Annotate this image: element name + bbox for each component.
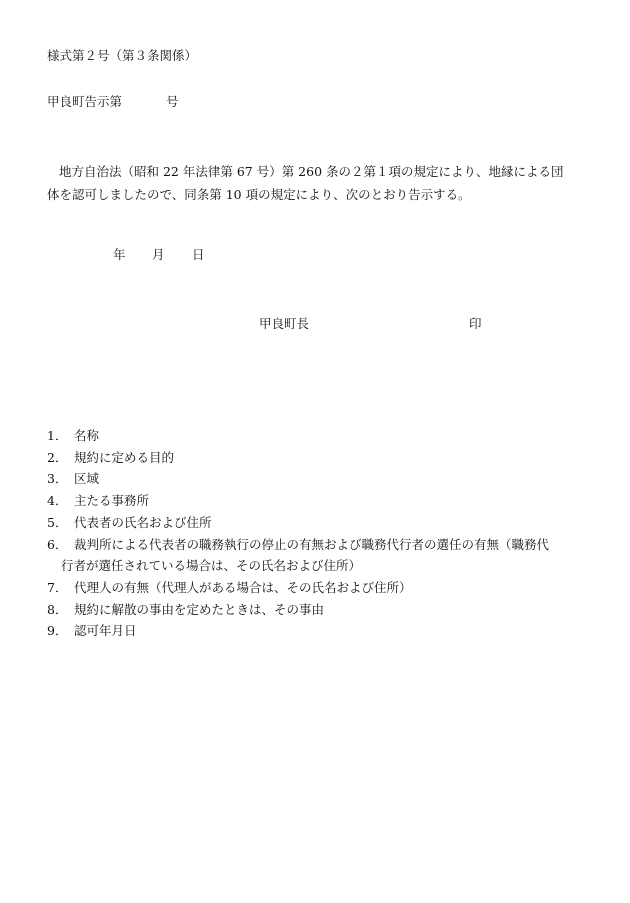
date-year-label: 年 — [113, 247, 126, 262]
list-item — [47, 447, 607, 469]
date-day-label: 日 — [192, 247, 205, 262]
item-text: 区域 — [74, 471, 100, 487]
item-number: 6． — [47, 536, 68, 552]
list-item — [47, 425, 607, 447]
list-item — [47, 512, 607, 534]
seal-mark: 印 — [469, 316, 482, 331]
notice-number-prefix: 甲良町告示第 — [47, 94, 123, 109]
item-number: 9． — [47, 623, 68, 639]
item-text: 主たる事務所 — [74, 493, 150, 509]
item-text: 認可年月日 — [74, 623, 137, 639]
item-text: 規約に定める目的 — [74, 449, 175, 465]
item-number: 7． — [47, 579, 68, 595]
list-item — [47, 468, 607, 490]
notice-body — [47, 160, 587, 206]
form-number: 様式第２号（第３条関係） — [47, 48, 198, 63]
notice-body-line-2: 体を認可しましたので、同条第 10 項の規定により、次のとおり告示する。 — [47, 187, 471, 202]
notice-number-suffix: 号 — [166, 94, 179, 109]
date-month-label: 月 — [152, 247, 165, 262]
item-number: 1． — [47, 428, 68, 443]
mayor-title: 甲良町長 — [259, 316, 310, 331]
item-text: 代表者の氏名および住所 — [74, 514, 212, 530]
list-item — [47, 490, 607, 512]
item-text: 名称 — [74, 428, 100, 443]
list-item — [47, 599, 607, 621]
item-text: 裁判所による代表者の職務執行の停止の有無および職務代行者の選任の有無（職務代 — [74, 536, 550, 552]
item-text: 規約に解散の事由を定めたときは、その事由 — [74, 601, 325, 617]
item-number: 5． — [47, 514, 68, 530]
item-number: 4． — [47, 493, 68, 509]
list-item — [47, 620, 607, 642]
item-text-continuation: 行者が選任されている場合は、その氏名および住所） — [61, 558, 362, 574]
item-number: 2． — [47, 449, 68, 465]
list-item — [47, 577, 607, 599]
item-number: 3． — [47, 471, 68, 487]
list-item — [47, 534, 607, 577]
item-number: 8． — [47, 601, 68, 617]
notice-items-list — [47, 425, 607, 642]
notice-body-line-1: 地方自治法（昭和 22 年法律第 67 号）第 260 条の２第１項の規定により、地縁による団 — [59, 164, 564, 179]
item-text: 代理人の有無（代理人がある場合は、その氏名および住所） — [74, 579, 412, 595]
